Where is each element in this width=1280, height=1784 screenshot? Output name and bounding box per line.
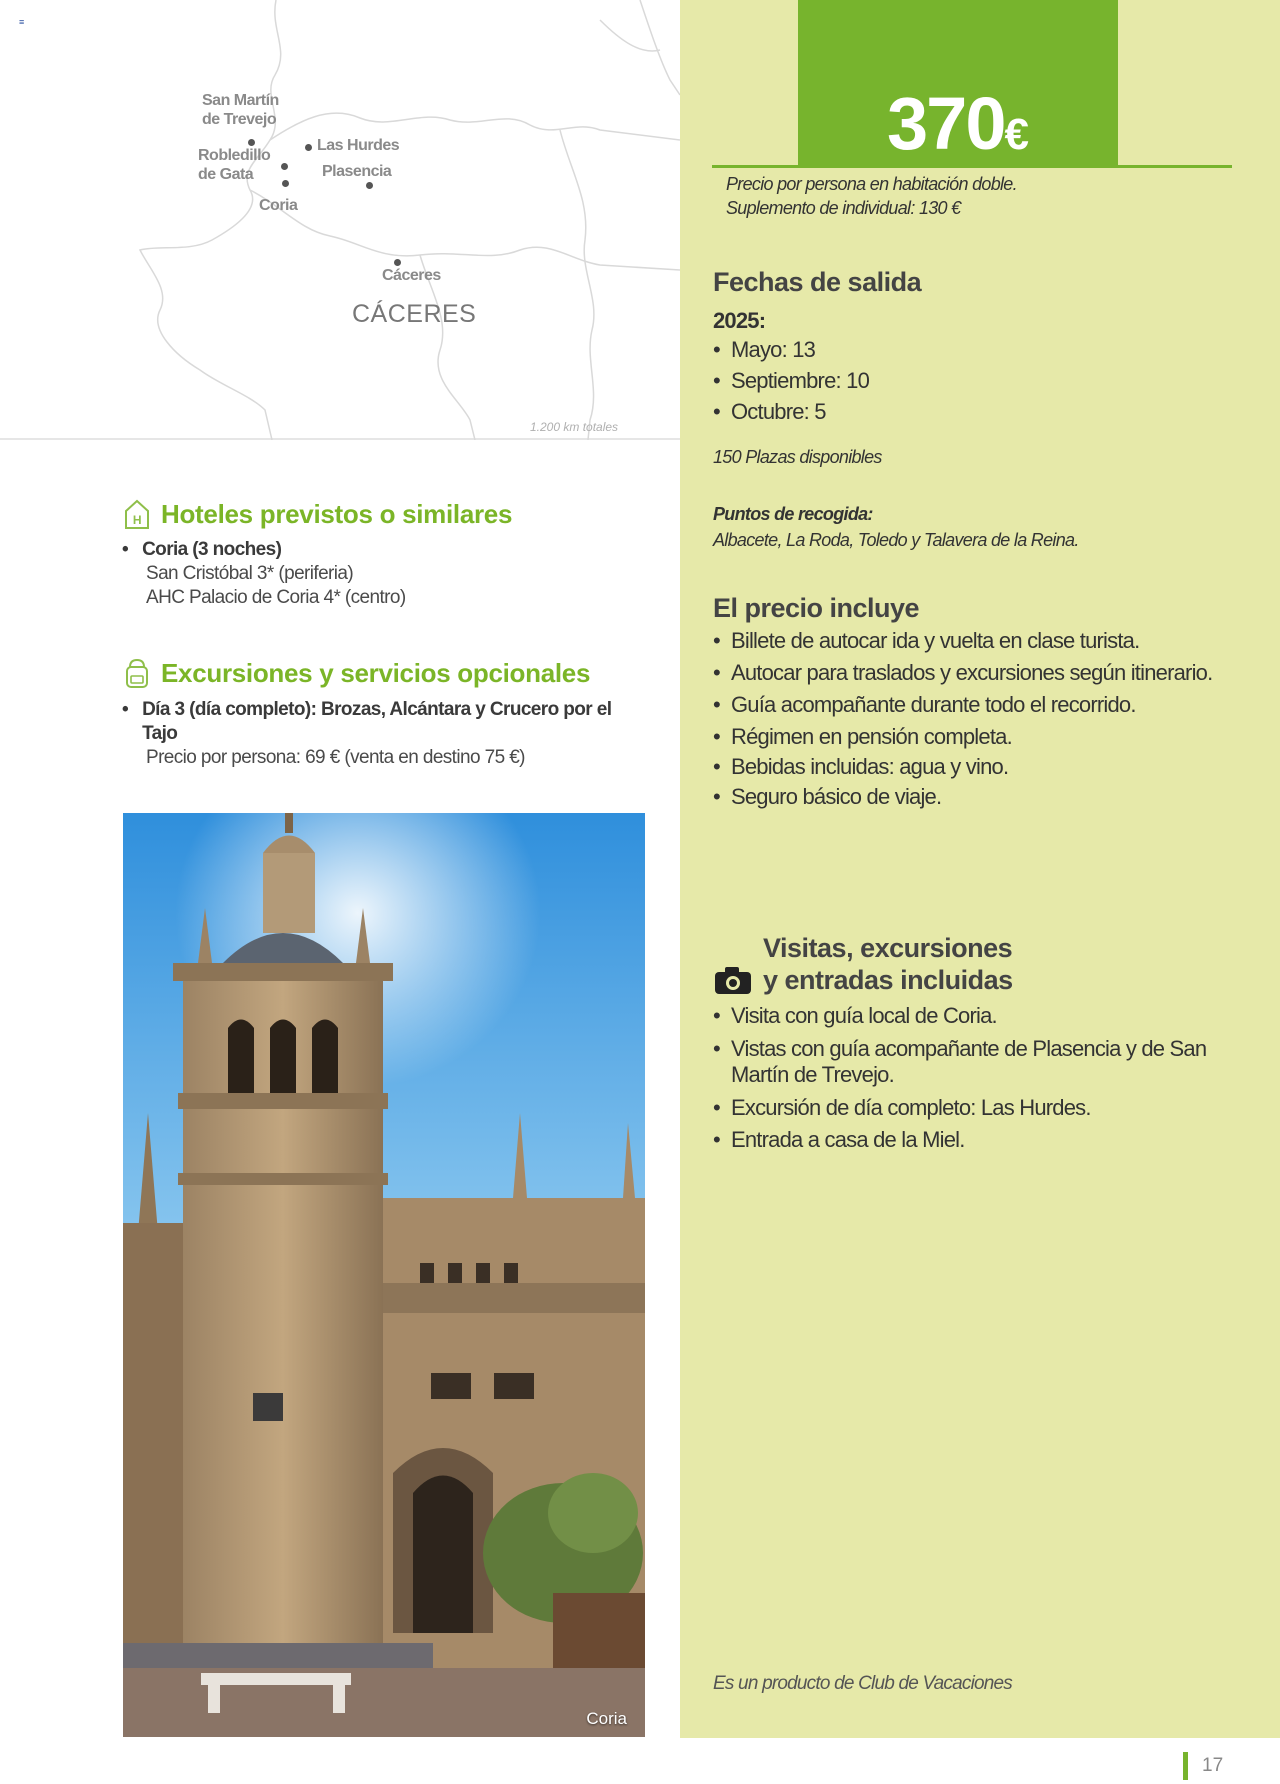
hotels-title: Hoteles previstos o similares [161,498,513,529]
price-amount: 370 [887,82,1005,165]
list-item: • Coria (3 noches) [122,539,282,560]
map-borders [0,0,680,440]
map-label-plasencia: Plasencia [322,163,392,180]
hotel-city: Coria (3 noches) [142,539,282,560]
visits-heading [713,932,1013,996]
seats-available: 150 Plazas disponibles [713,447,882,467]
list-item: • Billete de autocar ida y vuelta en clase turista. [713,628,1213,654]
visits-list [713,1003,1223,1153]
includes-list [713,628,1213,810]
visits-title-line2: y entradas incluidas [763,965,1013,995]
hotel-line: San Cristóbal 3* (periferia) [146,563,354,584]
map-scale: 1.200 km totales [530,420,619,434]
coria-cathedral-photo [123,813,645,1737]
excursions-heading [123,657,590,689]
map-marker-plasencia [366,182,373,189]
departures-year: 2025: [713,308,766,333]
map-marker-caceres [394,259,401,266]
list-item: • Vistas con guía acompañante de Plasencia y de San Martín de Trevejo. [713,1036,1223,1088]
price-divider [712,165,1232,168]
map-marker-coria [282,180,289,187]
producer-note: Es un producto de Club de Vacaciones [713,1673,1012,1694]
hotel-icon [123,498,151,530]
visits-title-line1: Visitas, excursiones [763,933,1013,963]
hotels-list [122,538,406,610]
list-item: • Septiembre: 10 [713,365,869,396]
list-item: • Mayo: 13 [713,334,869,365]
map-label-robledillo: Robledillo de Gata [198,147,271,183]
map-province-label: CÁCERES [352,300,477,328]
list-item: • Visita con guía local de Coria. [713,1003,1223,1029]
list-item: • Régimen en pensión completa. [713,724,1213,750]
map-marker-robledillo [281,163,288,170]
includes-title: El precio incluye [713,593,920,623]
price-note-single: Suplemento de individual: 130 € [726,198,961,218]
hotel-line: AHC Palacio de Coria 4* (centro) [146,587,406,608]
backpack-icon [123,657,151,689]
map-label-las-hurdes: Las Hurdes [317,137,400,154]
page-number: 17 [1183,1752,1223,1780]
map-label-coria: Coria [259,197,298,214]
list-item: • Excursión de día completo: Las Hurdes. [713,1095,1223,1121]
info-panel [680,0,1280,1738]
list-item: • Autocar para traslados y excursiones según itinerario. [713,660,1213,686]
map-marker-san-martin [248,139,255,146]
list-item: • Seguro básico de viaje. [713,784,1213,810]
cathedral-illustration [123,813,645,1737]
price-notes [726,172,1017,220]
list-item: • Bebidas incluidas: agua y vino. [713,754,1213,780]
price-box [798,0,1118,168]
camera-icon [713,964,753,996]
excursion-name: Día 3 (día completo): Brozas, Alcántara y Crucero por el Tajo [142,699,612,744]
pickup-points: Albacete, La Roda, Toledo y Talavera de la Reina. [713,530,1079,550]
svg-text:H: H [132,513,142,527]
price-currency: € [1004,110,1029,159]
departures-title: Fechas de salida [713,267,922,297]
departure-dates [713,334,869,427]
route-map [0,0,680,440]
map-label-san-martin: San Martín de Trevejo [202,92,279,128]
list-item: • Entrada a casa de la Miel. [713,1127,1223,1153]
menu-icon[interactable]: ≡ [19,17,25,27]
pickup-label: Puntos de recogida: [713,504,873,524]
price-note-double: Precio por persona en habitación doble. [726,174,1017,194]
list-item: • Guía acompañante durante todo el recorrido. [713,692,1213,718]
hotels-heading [123,498,512,530]
map-label-caceres: Cáceres [382,267,441,284]
photo-caption: Coria [586,1709,627,1728]
excursion-price: Precio por persona: 69 € (venta en destino 75 €) [146,747,525,768]
visits-title [763,932,1013,996]
excursions-title: Excursiones y servicios opcionales [161,657,591,688]
list-item: • Octubre: 5 [713,396,869,427]
map-marker-las-hurdes [305,144,312,151]
list-item: • Día 3 (día completo): Brozas, Alcántara y Crucero por el Tajo [122,698,642,746]
price [798,84,1118,175]
excursions-list [122,698,642,770]
